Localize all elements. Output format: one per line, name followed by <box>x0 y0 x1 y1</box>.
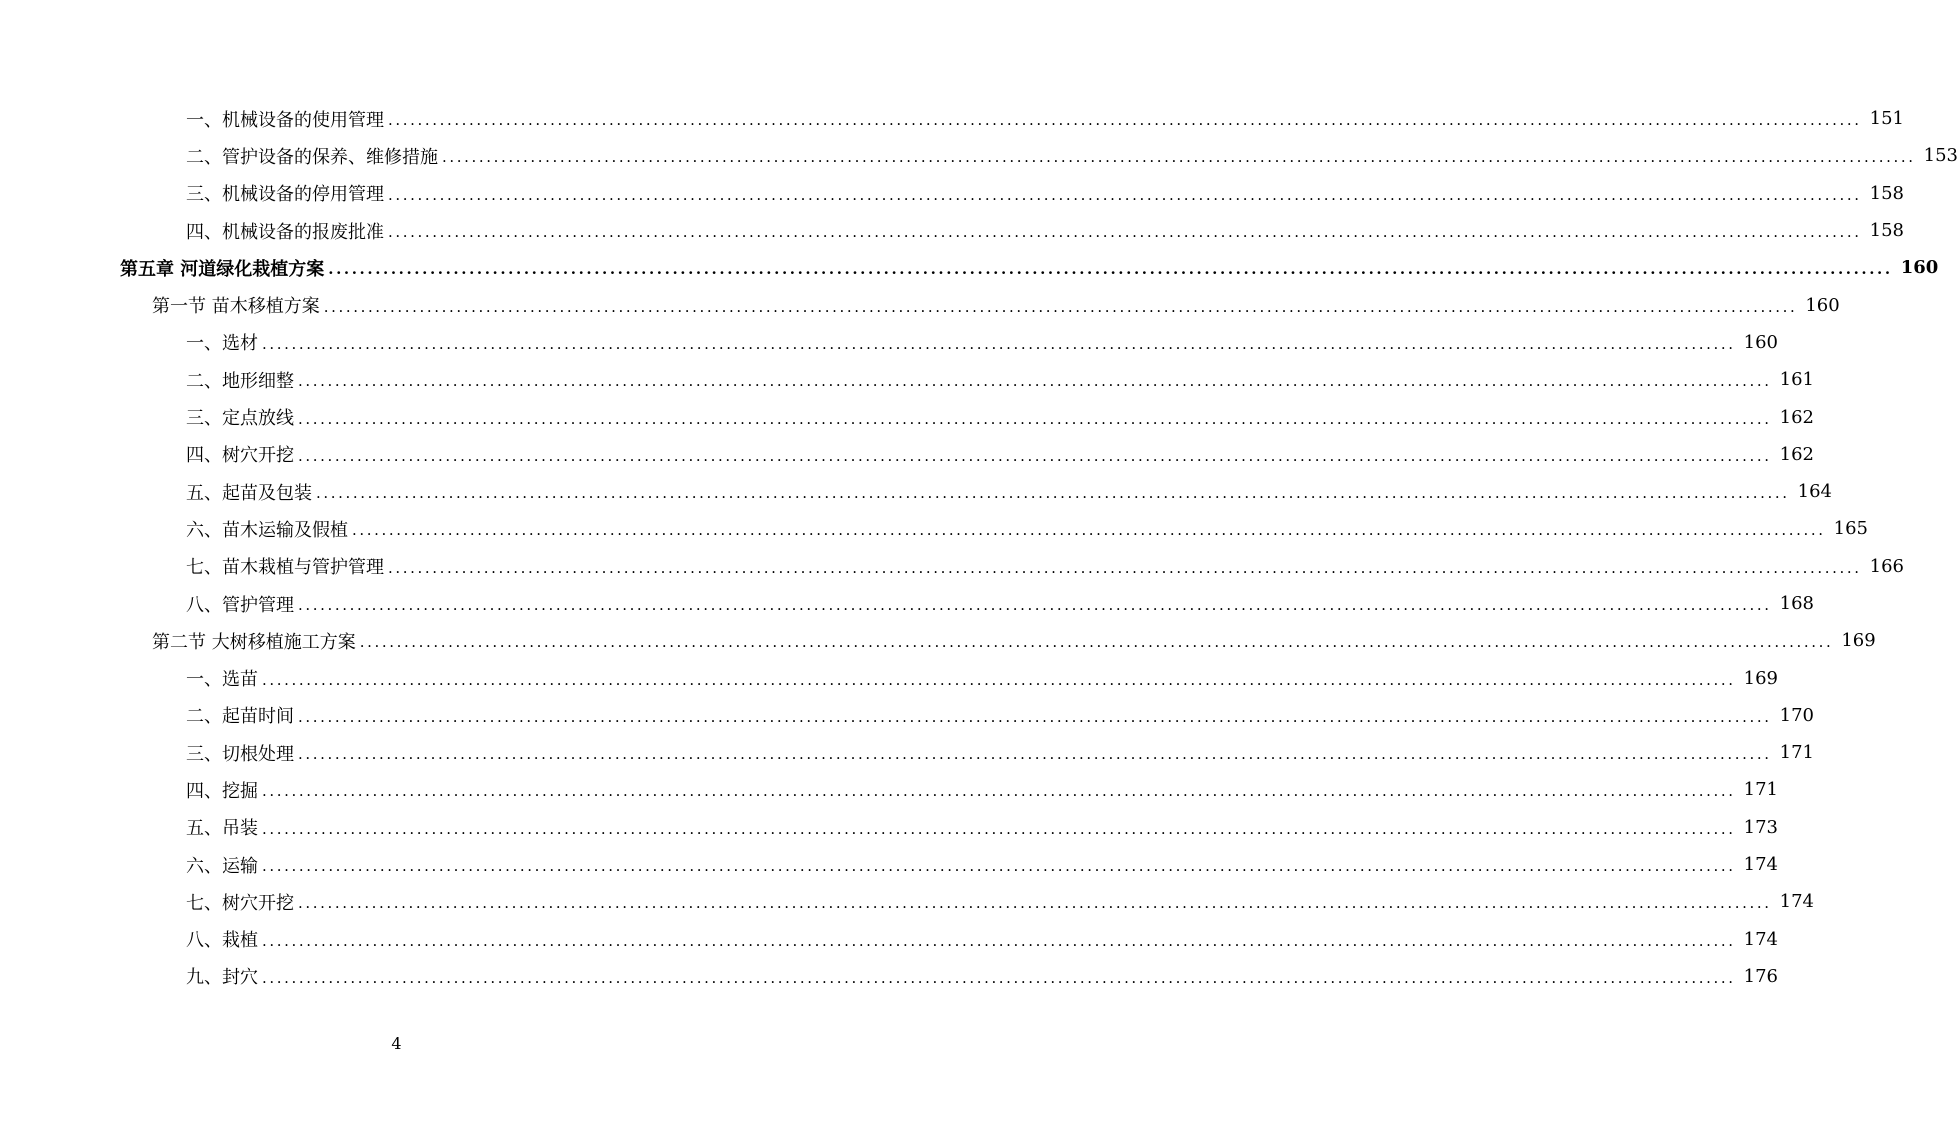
toc-entry-title: 第二节 大树移植施工方案 <box>152 631 356 653</box>
toc-entry-title: 五、起苗及包装 <box>186 482 312 504</box>
dot-leader: ........................................................................................................................................................................................................ <box>262 857 1736 876</box>
toc-entry-page: 171 <box>1743 779 1778 801</box>
toc-entry-title: 第一节 苗木移植方案 <box>152 296 320 318</box>
toc-entry-page: 162 <box>1779 443 1814 465</box>
toc-entry-page: 162 <box>1779 406 1814 428</box>
dot-leader: ........................................................................................................................................................................................................ <box>323 297 1798 316</box>
toc-entry-title: 六、苗木运输及假植 <box>186 519 348 541</box>
toc-entry-page: 160 <box>1900 257 1939 279</box>
dot-leader: ........................................................................................................................................................................................................ <box>262 782 1736 801</box>
toc-entry-title: 二、起苗时间 <box>186 706 294 728</box>
dot-leader: ........................................................................................................................................................................................................ <box>352 521 1826 540</box>
toc-entry-page: 169 <box>1743 667 1778 689</box>
dot-leader: ........................................................................................................................................................................................................ <box>359 633 1834 652</box>
toc-entry-item[interactable] <box>0 175 1904 212</box>
toc-entry-page: 160 <box>1805 294 1840 316</box>
toc-entry-page: 164 <box>1797 481 1832 503</box>
toc-entry-title: 四、树穴开挖 <box>186 445 294 467</box>
toc-entry-title: 三、切根处理 <box>186 743 294 765</box>
toc-entry-page: 158 <box>1869 182 1904 204</box>
dot-leader: ........................................................................................................................................................................................................ <box>328 260 1893 279</box>
toc-entry-item[interactable] <box>0 398 1814 435</box>
toc-entry-item[interactable] <box>0 473 1832 510</box>
dot-leader: ........................................................................................................................................................................................................ <box>262 334 1736 353</box>
toc-entry-item[interactable] <box>0 809 1778 846</box>
toc-entry-page: 158 <box>1869 220 1904 242</box>
dot-leader: ........................................................................................................................................................................................................ <box>442 148 1916 167</box>
toc-entry-section[interactable] <box>0 622 1876 659</box>
toc-entry-title: 一、机械设备的使用管理 <box>186 109 384 131</box>
toc-entry-title: 一、选苗 <box>186 669 258 691</box>
dot-leader: ........................................................................................................................................................................................................ <box>262 819 1736 838</box>
toc-entry-title: 七、苗木栽植与管护管理 <box>186 557 384 579</box>
toc-entry-page: 153 <box>1923 145 1958 167</box>
dot-leader: ........................................................................................................................................................................................................ <box>262 670 1736 689</box>
dot-leader: ........................................................................................................................................................................................................ <box>388 185 1862 204</box>
toc-entry-item[interactable] <box>0 659 1778 696</box>
toc-entry-title: 二、管护设备的保养、维修措施 <box>186 146 438 168</box>
toc-entry-page: 171 <box>1779 742 1814 764</box>
dot-leader: ........................................................................................................................................................................................................ <box>298 745 1772 764</box>
toc-entry-item[interactable] <box>0 510 1868 547</box>
toc-entry-item[interactable] <box>0 212 1904 249</box>
toc-entry-item[interactable] <box>0 734 1814 771</box>
dot-leader: ........................................................................................................................................................................................................ <box>388 223 1862 242</box>
toc-entry-item[interactable] <box>0 324 1778 361</box>
dot-leader: ........................................................................................................................................................................................................ <box>298 596 1772 614</box>
toc-entry-title: 第五章 河道绿化栽植方案 <box>120 258 325 280</box>
toc-entry-page: 168 <box>1779 593 1814 614</box>
toc-entry-item[interactable] <box>0 361 1814 398</box>
toc-entry-page: 173 <box>1743 816 1778 838</box>
toc-entry-page: 170 <box>1779 704 1814 726</box>
toc-entry-page: 169 <box>1841 630 1876 652</box>
toc-entry-title: 四、机械设备的报废批准 <box>186 221 384 243</box>
toc-entry-title: 七、树穴开挖 <box>186 892 294 914</box>
toc-entry-page: 174 <box>1743 928 1778 950</box>
dot-leader: ........................................................................................................................................................................................................ <box>298 409 1772 428</box>
toc-entry-page: 166 <box>1869 555 1904 577</box>
toc-entry-page: 161 <box>1779 369 1814 391</box>
toc-entry-item[interactable] <box>0 436 1814 473</box>
page-number: 4 <box>391 1034 402 1053</box>
toc-entry-title: 五、吊装 <box>186 818 258 840</box>
toc-entry-title: 六、运输 <box>186 855 258 877</box>
toc-entry-page: 165 <box>1833 518 1868 540</box>
toc-entry-page: 174 <box>1779 891 1814 913</box>
dot-leader: ........................................................................................................................................................................................................ <box>262 931 1736 950</box>
toc-entry-item[interactable] <box>0 958 1778 995</box>
toc-entry-item[interactable] <box>0 548 1904 585</box>
dot-leader: ........................................................................................................................................................................................................ <box>388 558 1862 577</box>
toc-entry-section[interactable] <box>0 286 1840 323</box>
toc-entry-item[interactable] <box>0 137 1958 174</box>
dot-leader: ........................................................................................................................................................................................................ <box>316 484 1790 503</box>
toc-entry-item[interactable] <box>0 585 1814 622</box>
toc-entry-item[interactable] <box>0 771 1778 808</box>
toc-entry-title: 九、封穴 <box>186 967 258 989</box>
dot-leader: ........................................................................................................................................................................................................ <box>298 446 1772 465</box>
toc-entry-page: 174 <box>1743 854 1778 876</box>
toc-entry-item[interactable] <box>0 921 1778 958</box>
toc-entry-chapter[interactable] <box>0 249 1939 286</box>
dot-leader: ........................................................................................................................................................................................................ <box>298 707 1772 726</box>
toc-entry-item[interactable] <box>0 883 1814 920</box>
toc-entry-item[interactable] <box>0 697 1814 734</box>
dot-leader: ........................................................................................................................................................................................................ <box>298 894 1772 913</box>
table-of-contents <box>0 100 1958 995</box>
dot-leader: ........................................................................................................................................................................................................ <box>298 372 1772 391</box>
dot-leader: ........................................................................................................................................................................................................ <box>388 111 1862 130</box>
toc-entry-title: 一、选材 <box>186 333 258 355</box>
dot-leader: ........................................................................................................................................................................................................ <box>262 968 1736 987</box>
toc-entry-page: 176 <box>1743 965 1778 987</box>
toc-entry-page: 160 <box>1743 331 1778 353</box>
toc-entry-title: 三、机械设备的停用管理 <box>186 184 384 206</box>
toc-entry-item[interactable] <box>0 846 1778 883</box>
toc-entry-title: 四、挖掘 <box>186 780 258 802</box>
toc-entry-title: 三、定点放线 <box>186 408 294 430</box>
toc-entry-item[interactable] <box>0 100 1904 137</box>
toc-entry-page: 151 <box>1869 108 1904 130</box>
toc-entry-title: 八、栽植 <box>186 930 258 952</box>
toc-entry-title: 二、地形细整 <box>186 370 294 392</box>
toc-entry-title: 八、管护管理 <box>186 594 294 616</box>
